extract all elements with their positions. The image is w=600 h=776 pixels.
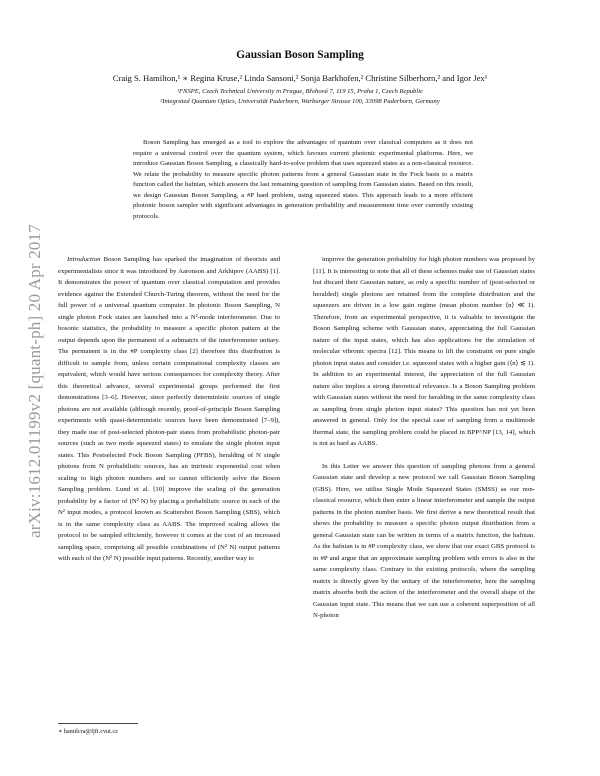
right-paragraph-1: improve the generation probability for high photon numbers was proposed by [11]. It is interesting to note that all of these schemes make use of Gaussian states but discard their Gaussian nature, as only a specific number of (post-selected or heralded) single photons are retained from the complete distribution and the squeezers are driven in a low gain regime (mean photon number ⟨n⟩ ≪ 1). Therefore, from an experimental perspective, it is valuable to investigate the Boson Sampling scheme with Gaussian states, appreciating the full Gaussian nature of the input states, which has also applications for the simulation of molecular vibronic spectra [12]. This means to lift the constraint on pure single photon input states and consider i.e. squeezed states with a higher gain (⟨n⟩ ≲ 1). In addition to an experimental interest, the appreciation of the full Gaussian nature also implies a strong theoretical relevance. Is a Boson Sampling problem with Gaussian states without the need for heralding in the same complexity class as sampling from single photon input states? This question has not yet been answered in general. Only for the special case of sampling from a multimode thermal state, the sampling problem could be placed in BPP^NP [13, 14], which is not as hard as AABS. [313,256,535,447]
footnote-rule [58,723,138,724]
arxiv-identifier: arXiv:1612.01199v2 [quant-ph] 20 Apr 2017 [25,223,44,538]
affiliations [30,87,570,107]
right-column [313,254,535,622]
affiliation-1: ¹FNSPE, Czech Technical University in Prague, Břehová 7, 119 15, Praha 1, Czech Republic [177,88,423,95]
intro-label: Introduction [67,256,101,263]
intro-paragraph [58,254,280,565]
abstract [133,138,473,222]
footnote: ∗ hamilcra@fjfi.cvut.cz [58,728,118,735]
right-paragraph-2: In this Letter we answer this question of sampling photons from a general Gaussian state and develop a new protocol we call Gaussian Boson Sampling (GBS). Here, we utilise Single Mode Squeezed States (SMSS) as our non-classical resource, which then enter a linear interferometer and sample the output patterns in the photon number basis. We first derive a new theoretical result that shows the probability to measure a specific photon output distribution from a general Gaussian state can be written in terms of a matrix function, the hafnian. As the hafnian is in #P complexity class, we show that our exact GBS protocol is in #P and argue that an approximate sampling problem with errors is also in the same complexity class. Contrary to the existing protocols, where the sampling matrix is directly given by the unitary of the interferometer, here the sampling matrix absorbs both the action of the interferometer and the overall shape of the Gaussian input state. This means that we can use a coherent superposition of all N-photon [313,462,535,619]
affiliation-2: ²Integrated Quantum Optics, Universität Paderborn, Warburger Strasse 100, 33098 Paderborn, Germany [160,98,440,105]
abstract-text: Boson Sampling has emerged as a tool to explore the advantages of quantum over classical computers as it does not require a universal control over the quantum system, which favours current photonic experimental platforms. Here, we introduce Gaussian Boson Sampling, a classically hard-to-solve problem that uses squeezed states as a non-classical resource. We relate the probability to measure specific photon patterns from a general Gaussian state in the Fock basis to a matrix function called the hafnian, which answers the last remaining question of sampling from Gaussian states. Based on this result, we design Gaussian Boson Sampling, a #P hard problem, using squeezed states. This approach leads to a more efficient photonic boson sampler with significant advantages in generation probability and measurement time over currently existing protocols. [133,139,473,220]
left-column [58,254,280,565]
author-list: Craig S. Hamilton,¹ ∗ Regina Kruse,² Linda Sansoni,² Sonja Barkhofen,² Christine Silberhorn,² and Igor Jex¹ [112,73,488,83]
intro-text: Boson Sampling has sparked the imagination of theorists and experimentalists since it was introduced by Aaronson and Arkhipov (AABS) [1]. It demonstrates the power of quantum over classical computation and provides evidence against the Extended Church-Turing theorem, without the need for the full power of a universal quantum computer. In photonic Boson Sampling, N single photon Fock states are launched into a N²-mode interferometer. Due to bosonic statistics, the probability to measure a specific photon pattern at the output depends upon the permanent of a submatrix of the interferometer unitary. The permanent is in the #P complexity class [2] therefore this distribution is difficult to sample from, unless certain computational complexity classes are equivalent, which would have serious consequences for complexity theory. After this theoretical advance, several experimental groups performed the first demonstrations [3–6]. However, since perfectly deterministic sources of single photons are not available (although recently, proof-of-principle Boson Sampling experiments with quasi-deterministic sources have been demonstrated [7–9]), they made use of post-selected photon-pair states from probabilistic photon-pair sources (such as two mode squeezed states) to emulate the single photon input states. This Postselected Fock Boson Sampling (PFBS), heralding of N single photons from N probabilistic sources, has an intrinsic exponential cost when scaling to high photon numbers and so cannot efficiently solve the Boson Sampling problem. Lund et al. [10] improve the scaling of the generation probability by a factor of (N² N) by placing a probabilistic source in each of the N² input modes, a protocol known as Scattershot Boson Sampling (SBS), which is in the same complexity class as AABS. The improved scaling allows the protocol to be sampled efficiently, however it comes at the cost of an increased sampling space, comprising all possible combinations of (N² N) output patterns with each of the (N² N) possible input patterns. Recently, another way to [58,256,280,562]
paper-title: Gaussian Boson Sampling [236,49,364,61]
